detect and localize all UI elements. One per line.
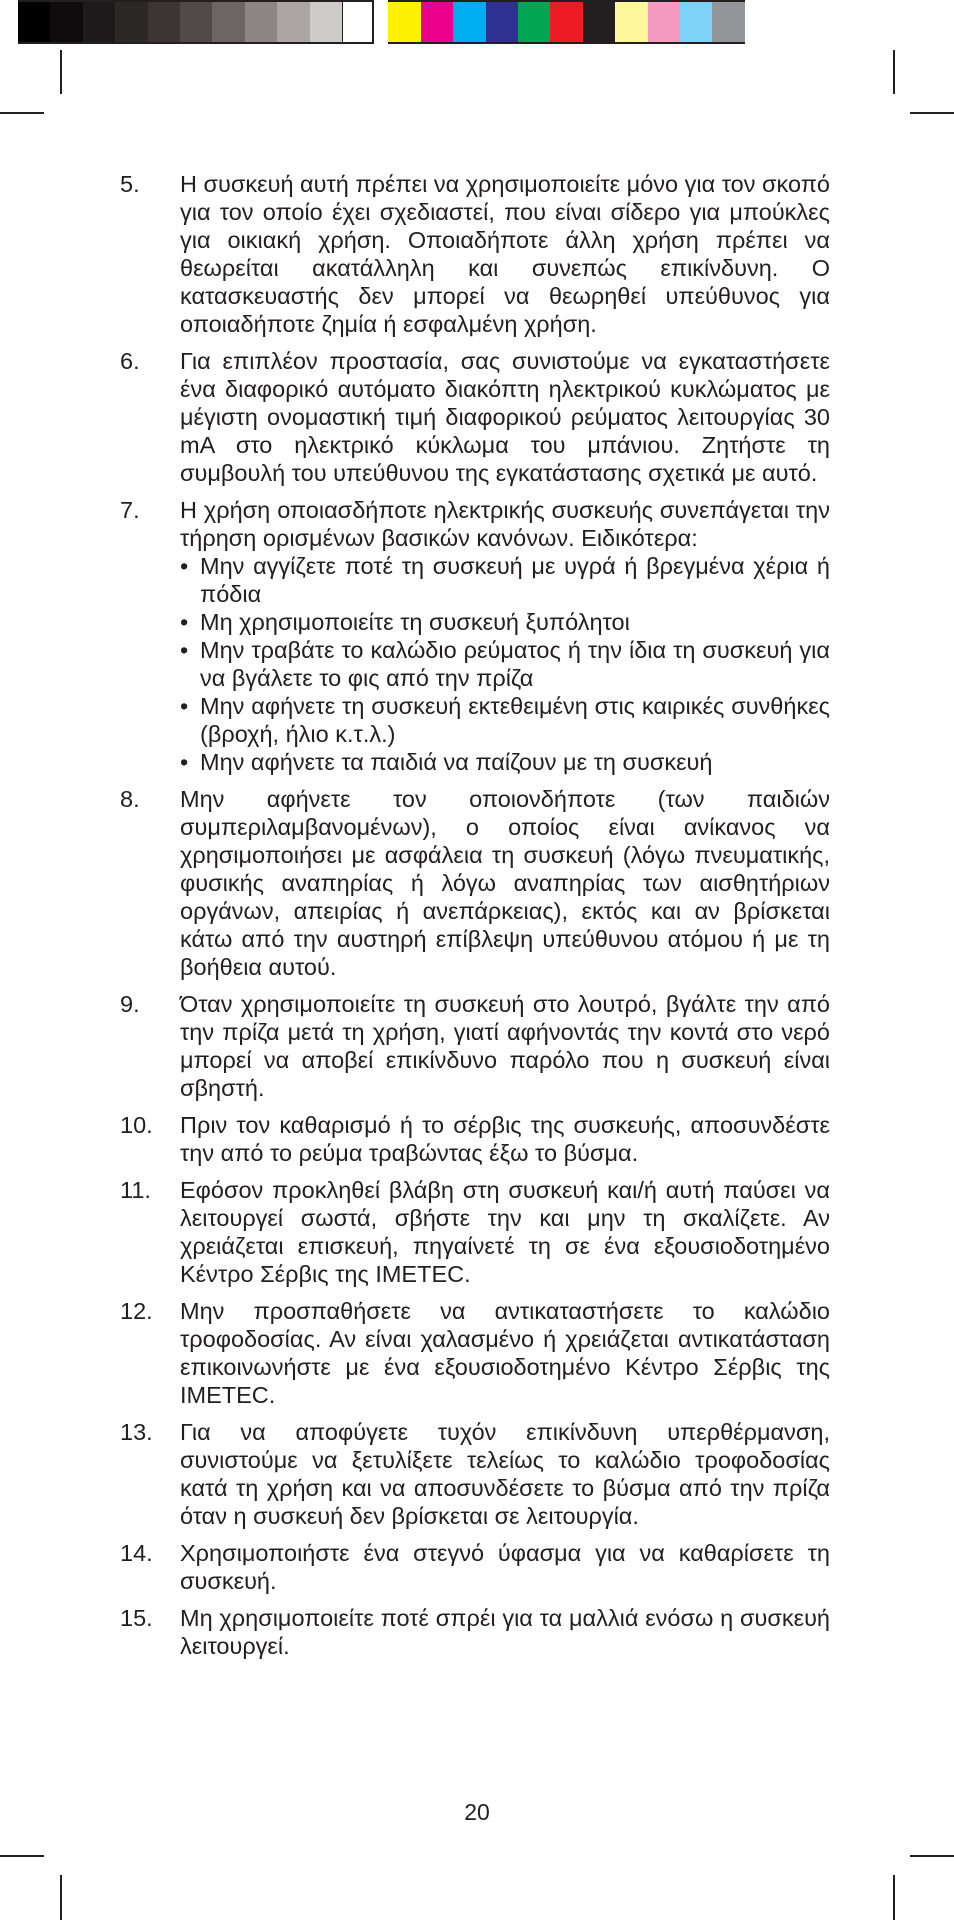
bullet-text: Μη χρησιμοποιείτε τη συσκευή ξυπόλητοι [200, 609, 630, 635]
color-swatch [245, 0, 277, 44]
crop-mark [910, 112, 954, 114]
color-calibration-bar [18, 0, 936, 44]
bullet-item [180, 608, 830, 636]
item-number: 13. [120, 1419, 153, 1445]
color-swatch [583, 0, 615, 44]
list-item [120, 170, 830, 338]
color-swatch [648, 0, 680, 44]
item-text: Εφόσον προκληθεί βλάβη στη συσκευή και/ή αυτή παύσει να λειτουργεί σωστά, σβήστε την και μην τη σκαλίζετε. Αν χρειάζεται επισκευή, πηγαίνετέ τη σε ένα εξουσιοδοτημένο Κέντρο Σέρβις της IMETEC. [180, 1177, 830, 1287]
item-number: 12. [120, 1298, 153, 1324]
item-body [180, 1176, 830, 1288]
bullet-icon: • [180, 553, 189, 579]
bullet-item [180, 748, 830, 776]
color-swatch [212, 0, 244, 44]
crop-mark [910, 1855, 954, 1857]
bullet-list [180, 552, 830, 776]
bullet-item [180, 636, 830, 692]
crop-mark [893, 1875, 895, 1920]
color-swatch [388, 0, 420, 44]
color-swatch [115, 0, 147, 44]
bullet-item [180, 552, 830, 608]
item-body [180, 1111, 830, 1167]
color-swatch [712, 0, 744, 44]
color-swatch [18, 0, 50, 44]
item-number: 11. [120, 1177, 151, 1203]
color-swatch [310, 0, 342, 44]
item-body [180, 1297, 830, 1409]
bullet-text: Μην αφήνετε τη συσκευή εκτεθειμένη στις καιρικές συνθήκες (βροχή, ήλιο κ.τ.λ.) [200, 693, 830, 747]
list-item [120, 1539, 830, 1595]
color-swatch [180, 0, 212, 44]
color-swatch [277, 0, 309, 44]
list-item [120, 1176, 830, 1288]
crop-mark [893, 50, 895, 94]
item-text: Η χρήση οποιασδήποτε ηλεκτρικής συσκευής συνεπάγεται την τήρηση ορισμένων βασικών κανόνων. Ειδικότερα: [180, 497, 830, 551]
item-text: Χρησιμοποιήστε ένα στεγνό ύφασμα για να καθαρίσετε τη συσκευή. [180, 1540, 830, 1594]
item-text: Μη χρησιμοποιείτε ποτέ σπρέι για τα μαλλιά ενόσω η συσκευή λειτουργεί. [180, 1605, 830, 1659]
item-number: 10. [120, 1112, 153, 1138]
item-number: 9. [120, 991, 140, 1017]
item-body [180, 1418, 830, 1530]
list-item [120, 347, 830, 487]
item-body [180, 990, 830, 1102]
bullet-icon: • [180, 609, 189, 635]
page-number: 20 [464, 1799, 490, 1825]
item-body [180, 785, 830, 981]
list-item [120, 1297, 830, 1409]
item-text: Μην προσπαθήσετε να αντικαταστήσετε το καλώδιο τροφοδοσίας. Αν είναι χαλασμένο ή χρειάζεται αντικατάσταση επικοινωνήστε με ένα εξουσιοδοτημένο Κέντρο Σέρβις της IMETEC. [180, 1298, 830, 1408]
list-item [120, 1111, 830, 1167]
list-item [120, 1604, 830, 1660]
crop-mark [60, 1875, 62, 1920]
item-number: 7. [120, 497, 140, 523]
color-swatch [486, 0, 518, 44]
bullet-item [180, 692, 830, 748]
item-text: Για επιπλέον προστασία, σας συνιστούμε να εγκαταστήσετε ένα διαφορικό αυτόματο διακόπτη ηλεκτρικού κυκλώματος με μέγιστη ονομαστική τιμή διαφορικού ρεύματος λειτουργίας 30 mA στο ηλεκτρικό κύκλωμα του μπάνιου. Ζητήστε τη συμβουλή του υπεύθυνου της εγκατάστασης σχετικά με αυτό. [180, 348, 830, 486]
color-swatch [615, 0, 647, 44]
item-number: 8. [120, 786, 140, 812]
bullet-icon: • [180, 637, 189, 663]
item-text: Πριν τον καθαρισμό ή το σέρβις της συσκευής, αποσυνδέστε την από το ρεύμα τραβώντας έξω το βύσμα. [180, 1112, 830, 1166]
color-swatch [421, 0, 453, 44]
item-body [180, 496, 830, 776]
item-body [180, 170, 830, 338]
list-item [120, 496, 830, 776]
item-number: 6. [120, 348, 140, 374]
bullet-icon: • [180, 749, 189, 775]
item-number: 14. [120, 1540, 153, 1566]
color-swatch [518, 0, 550, 44]
color-swatch [453, 0, 485, 44]
crop-mark [0, 112, 44, 114]
item-number: 15. [120, 1605, 153, 1631]
item-body [180, 347, 830, 487]
item-number: 5. [120, 171, 140, 197]
color-swatch [148, 0, 180, 44]
item-text: Όταν χρησιμοποιείτε τη συσκευή στο λουτρό, βγάλτε την από την πρίζα μετά τη χρήση, γιατί αφήνοντάς την κοντά στο νερό μπορεί να αποβεί επικίνδυνο παρόλο που η συσκευή είναι σβηστή. [180, 991, 830, 1101]
bullet-text: Μην τραβάτε το καλώδιο ρεύματος ή την ίδια τη συσκευή για να βγάλετε το φις από την πρίζα [200, 637, 830, 691]
color-swatch [550, 0, 582, 44]
bullet-text: Μην αγγίζετε ποτέ τη συσκευή με υγρά ή βρεγμένα χέρια ή πόδια [200, 553, 830, 607]
list-item [120, 785, 830, 981]
color-swatch [83, 0, 115, 44]
item-text: Μην αφήνετε τον οποιονδήποτε (των παιδιών συμπεριλαμβανομένων), ο οποίος είναι ανίκανος να χρησιμοποιήσει με ασφάλεια τη συσκευή (λόγω πνευματικής, φυσικής αναπηρίας ή λόγω αναπηρίας των αισθητήριων οργάνων, απειρίας ή ανεπάρκειας), εκτός και αν βρίσκεται κάτω από την αυστηρή επίβλεψη υπεύθυνου ατόμου ή με τη βοήθεια αυτού. [180, 786, 830, 980]
color-swatch [680, 0, 712, 44]
safety-instructions-list [120, 170, 830, 1669]
bullet-text: Μην αφήνετε τα παιδιά να παίζουν με τη συσκευή [200, 749, 713, 775]
crop-mark [60, 50, 62, 94]
item-body [180, 1539, 830, 1595]
color-swatch [50, 0, 82, 44]
item-text: Για να αποφύγετε τυχόν επικίνδυνη υπερθέρμανση, συνιστούμε να ξετυλίξετε τελείως το καλώδιο τροφοδοσίας κατά τη χρήση και να αποσυνδέσετε το βύσμα από την πρίζα όταν η συσκευή δεν βρίσκεται σε λειτουργία. [180, 1419, 830, 1529]
color-swatch [342, 0, 374, 44]
list-item [120, 1418, 830, 1530]
crop-mark [0, 1855, 44, 1857]
list-item [120, 990, 830, 1102]
bullet-icon: • [180, 693, 189, 719]
item-body [180, 1604, 830, 1660]
item-text: Η συσκευή αυτή πρέπει να χρησιμοποιείτε μόνο για τον σκοπό για τον οποίο έχει σχεδιαστεί, που είναι σίδερο για μπούκλες για οικιακή χρήση. Οποιαδήποτε άλλη χρήση πρέπει να θεωρείται ακατάλληλη και συνεπώς επικίνδυνη. Ο κατασκευαστής δεν μπορεί να θεωρηθεί υπεύθυνος για οποιαδήποτε ζημία ή εσφαλμένη χρήση. [180, 171, 830, 337]
